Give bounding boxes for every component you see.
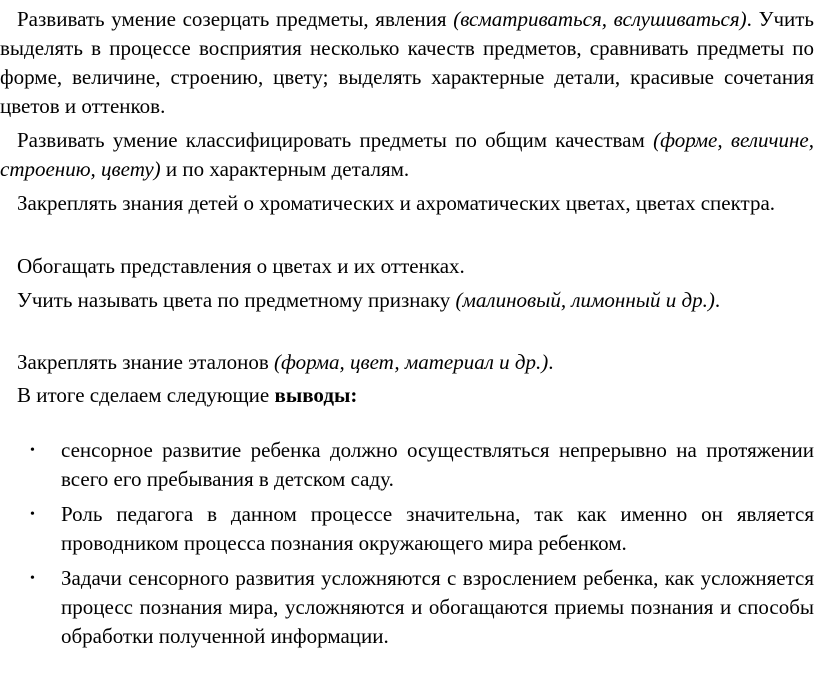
paragraph-colors-knowledge xyxy=(0,189,814,218)
paragraph-text: Учить называть цвета по предметному признаку xyxy=(17,288,456,312)
paragraph-italic-note: (форме, величине, строению, цвету) xyxy=(0,128,814,181)
paragraph-text: Развивать умение созерцать предметы, явления xyxy=(17,7,454,31)
paragraph-text: В итоге сделаем следующие xyxy=(17,383,275,407)
paragraph-italic-note: (малиновый, лимонный и др.) xyxy=(455,288,715,312)
paragraph-text: . xyxy=(714,288,721,312)
list-item-text: Роль педагога в данном процессе значительна, так как именно он является проводником процесса познания окружающего мира ребенком. xyxy=(61,502,814,555)
paragraph-conclusion-intro xyxy=(0,381,814,410)
paragraph-text: и по характерным деталям. xyxy=(160,157,410,181)
paragraph-standards xyxy=(0,348,814,377)
paragraph-text: Закреплять знания детей о хроматических и ахроматических цветах, цветах спектра. xyxy=(17,191,776,215)
conclusions-list xyxy=(0,436,814,651)
paragraph-color-shades xyxy=(0,252,814,281)
bullet-icon: • xyxy=(30,571,35,586)
bullet-icon: • xyxy=(30,443,35,458)
list-item xyxy=(0,500,814,558)
list-item-text: Задачи сенсорного развития усложняются с взрослением ребенка, как усложняется процесс познания мира, усложняются и обогащаются приемы познания и способы обработки полученной информации. xyxy=(61,566,814,648)
paragraph-text: Обогащать представления о цветах и их оттенках. xyxy=(17,254,465,278)
paragraph-text: . Учить выделять в процессе восприятия несколько качеств предметов, сравнивать предметы по форме, величине, строению, цвету; выделять характерные детали, красивые сочетания цветов и оттенков. xyxy=(0,7,814,118)
paragraph-color-naming xyxy=(0,286,814,315)
list-item xyxy=(0,564,814,651)
bullet-icon: • xyxy=(30,507,35,522)
paragraph-observation-skills xyxy=(0,5,814,121)
paragraph-text: Закреплять знание эталонов xyxy=(17,350,274,374)
paragraph-italic-note: (форма, цвет, материал и др.) xyxy=(273,350,549,374)
paragraph-text: . xyxy=(548,350,554,374)
paragraph-text: Развивать умение классифицировать предметы по общим качествам xyxy=(17,128,654,152)
conclusions-heading: выводы: xyxy=(274,383,358,407)
list-item xyxy=(0,436,814,494)
list-item-text: сенсорное развитие ребенка должно осуществляться непрерывно на протяжении всего его пребывания в детском саду. xyxy=(61,438,814,491)
paragraph-italic-note: (всматриваться, вслушиваться) xyxy=(453,7,747,31)
paragraph-classification xyxy=(0,126,814,184)
